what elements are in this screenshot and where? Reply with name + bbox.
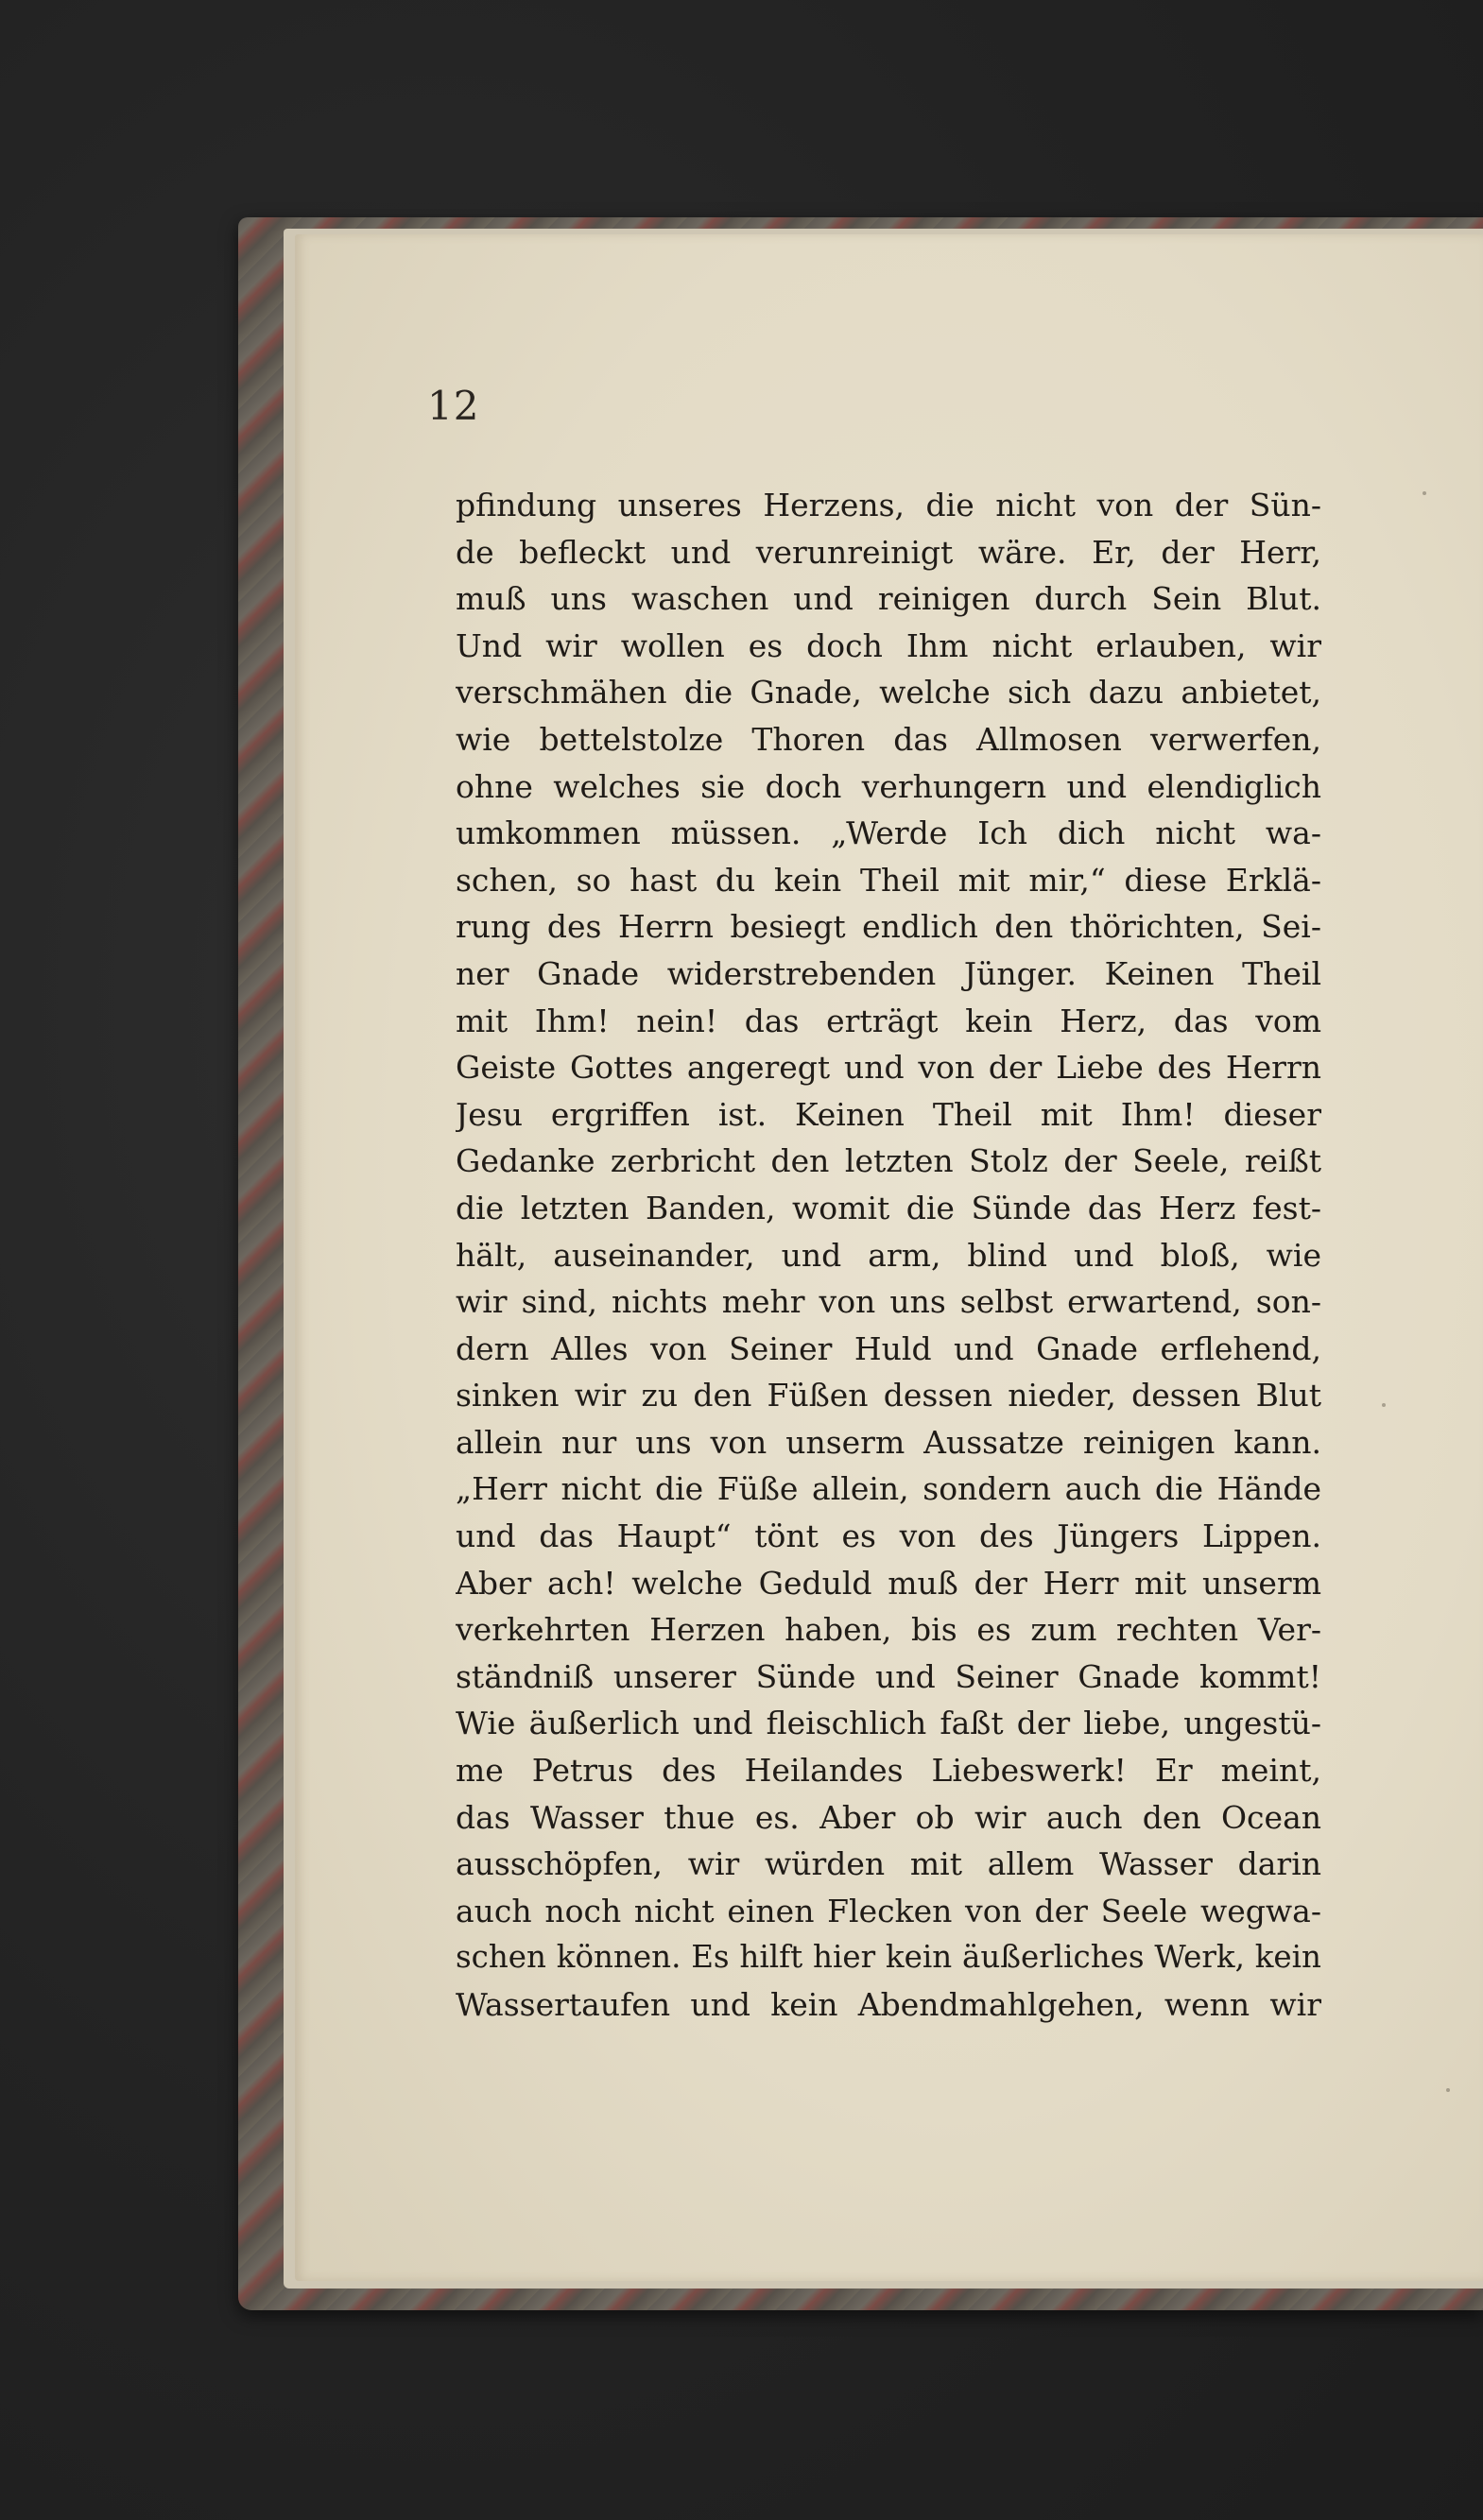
paper-speck: [1423, 491, 1426, 495]
paper-speck: [1446, 2088, 1450, 2092]
text-line: wir sind, nichts mehr von uns selbst erwartend, son-: [456, 1283, 1321, 1321]
text-line: verkehrten Herzen haben, bis es zum rechten Ver-: [456, 1611, 1321, 1649]
text-line: Und wir wollen es doch Ihm nicht erlauben, wir: [456, 626, 1321, 664]
text-line: rung des Herrn besiegt endlich den thörichten, Sei-: [456, 908, 1321, 946]
text-line: Wie äußerlich und fleischlich faßt der liebe, ungestü-: [456, 1705, 1321, 1742]
text-line: me Petrus des Heilandes Liebeswerk! Er meint,: [456, 1752, 1321, 1790]
text-line: und das Haupt“ tönt es von des Jüngers Lippen.: [456, 1517, 1321, 1555]
page-number: 12: [427, 383, 480, 429]
text-line: dern Alles von Seiner Huld und Gnade erflehend,: [456, 1329, 1321, 1367]
text-line: Gedanke zerbricht den letzten Stolz der Seele, reißt: [456, 1142, 1321, 1180]
text-line: allein nur uns von unserm Aussatze reinigen kann.: [456, 1423, 1321, 1461]
text-line: Jesu ergriffen ist. Keinen Theil mit Ihm! dieser: [456, 1095, 1321, 1133]
text-line: umkommen müssen. „Werde Ich dich nicht wa-: [456, 814, 1321, 852]
text-line: das Wasser thue es. Aber ob wir auch den Ocean: [456, 1798, 1321, 1836]
text-line: Geiste Gottes angeregt und von der Liebe des Herrn: [456, 1049, 1321, 1087]
text-line: schen, so hast du kein Theil mit mir,“ diese Erklä-: [456, 861, 1321, 899]
text-line: Wassertaufen und kein Abendmahlgehen, wenn wir: [456, 1986, 1321, 2023]
text-line: wie bettelstolze Thoren das Allmosen verwerfen,: [456, 720, 1321, 758]
text-line: schen können. Es hilft hier kein äußerliches Werk, kein: [456, 1939, 1321, 1976]
paper-speck: [1382, 1403, 1386, 1407]
text-line: hält, auseinander, und arm, blind und bloß, wie: [456, 1236, 1321, 1274]
text-line: de befleckt und verunreinigt wäre. Er, der Herr,: [456, 533, 1321, 571]
text-line: sinken wir zu den Füßen dessen nieder, dessen Blut: [456, 1377, 1321, 1414]
text-line: verschmähen die Gnade, welche sich dazu anbietet,: [456, 674, 1321, 711]
text-line: auch noch nicht einen Flecken von der Seele wegwa-: [456, 1892, 1321, 1929]
text-line: muß uns waschen und reinigen durch Sein Blut.: [456, 580, 1321, 618]
text-line: ner Gnade widerstrebenden Jünger. Keinen Theil: [456, 954, 1321, 992]
text-line: pfindung unseres Herzens, die nicht von der Sün-: [456, 487, 1321, 523]
page-body-text: [456, 482, 1321, 2029]
text-line: ständniß unserer Sünde und Seiner Gnade kommt!: [456, 1657, 1321, 1695]
text-line: die letzten Banden, womit die Sünde das Herz fest-: [456, 1189, 1321, 1226]
text-line: ausschöpfen, wir würden mit allem Wasser darin: [456, 1845, 1321, 1883]
text-line: „Herr nicht die Füße allein, sondern auch die Hände: [456, 1470, 1321, 1508]
text-line: ohne welches sie doch verhungern und elendiglich: [456, 767, 1321, 805]
text-line: mit Ihm! nein! das erträgt kein Herz, das vom: [456, 1002, 1321, 1039]
text-line: Aber ach! welche Geduld muß der Herr mit unserm: [456, 1564, 1321, 1602]
